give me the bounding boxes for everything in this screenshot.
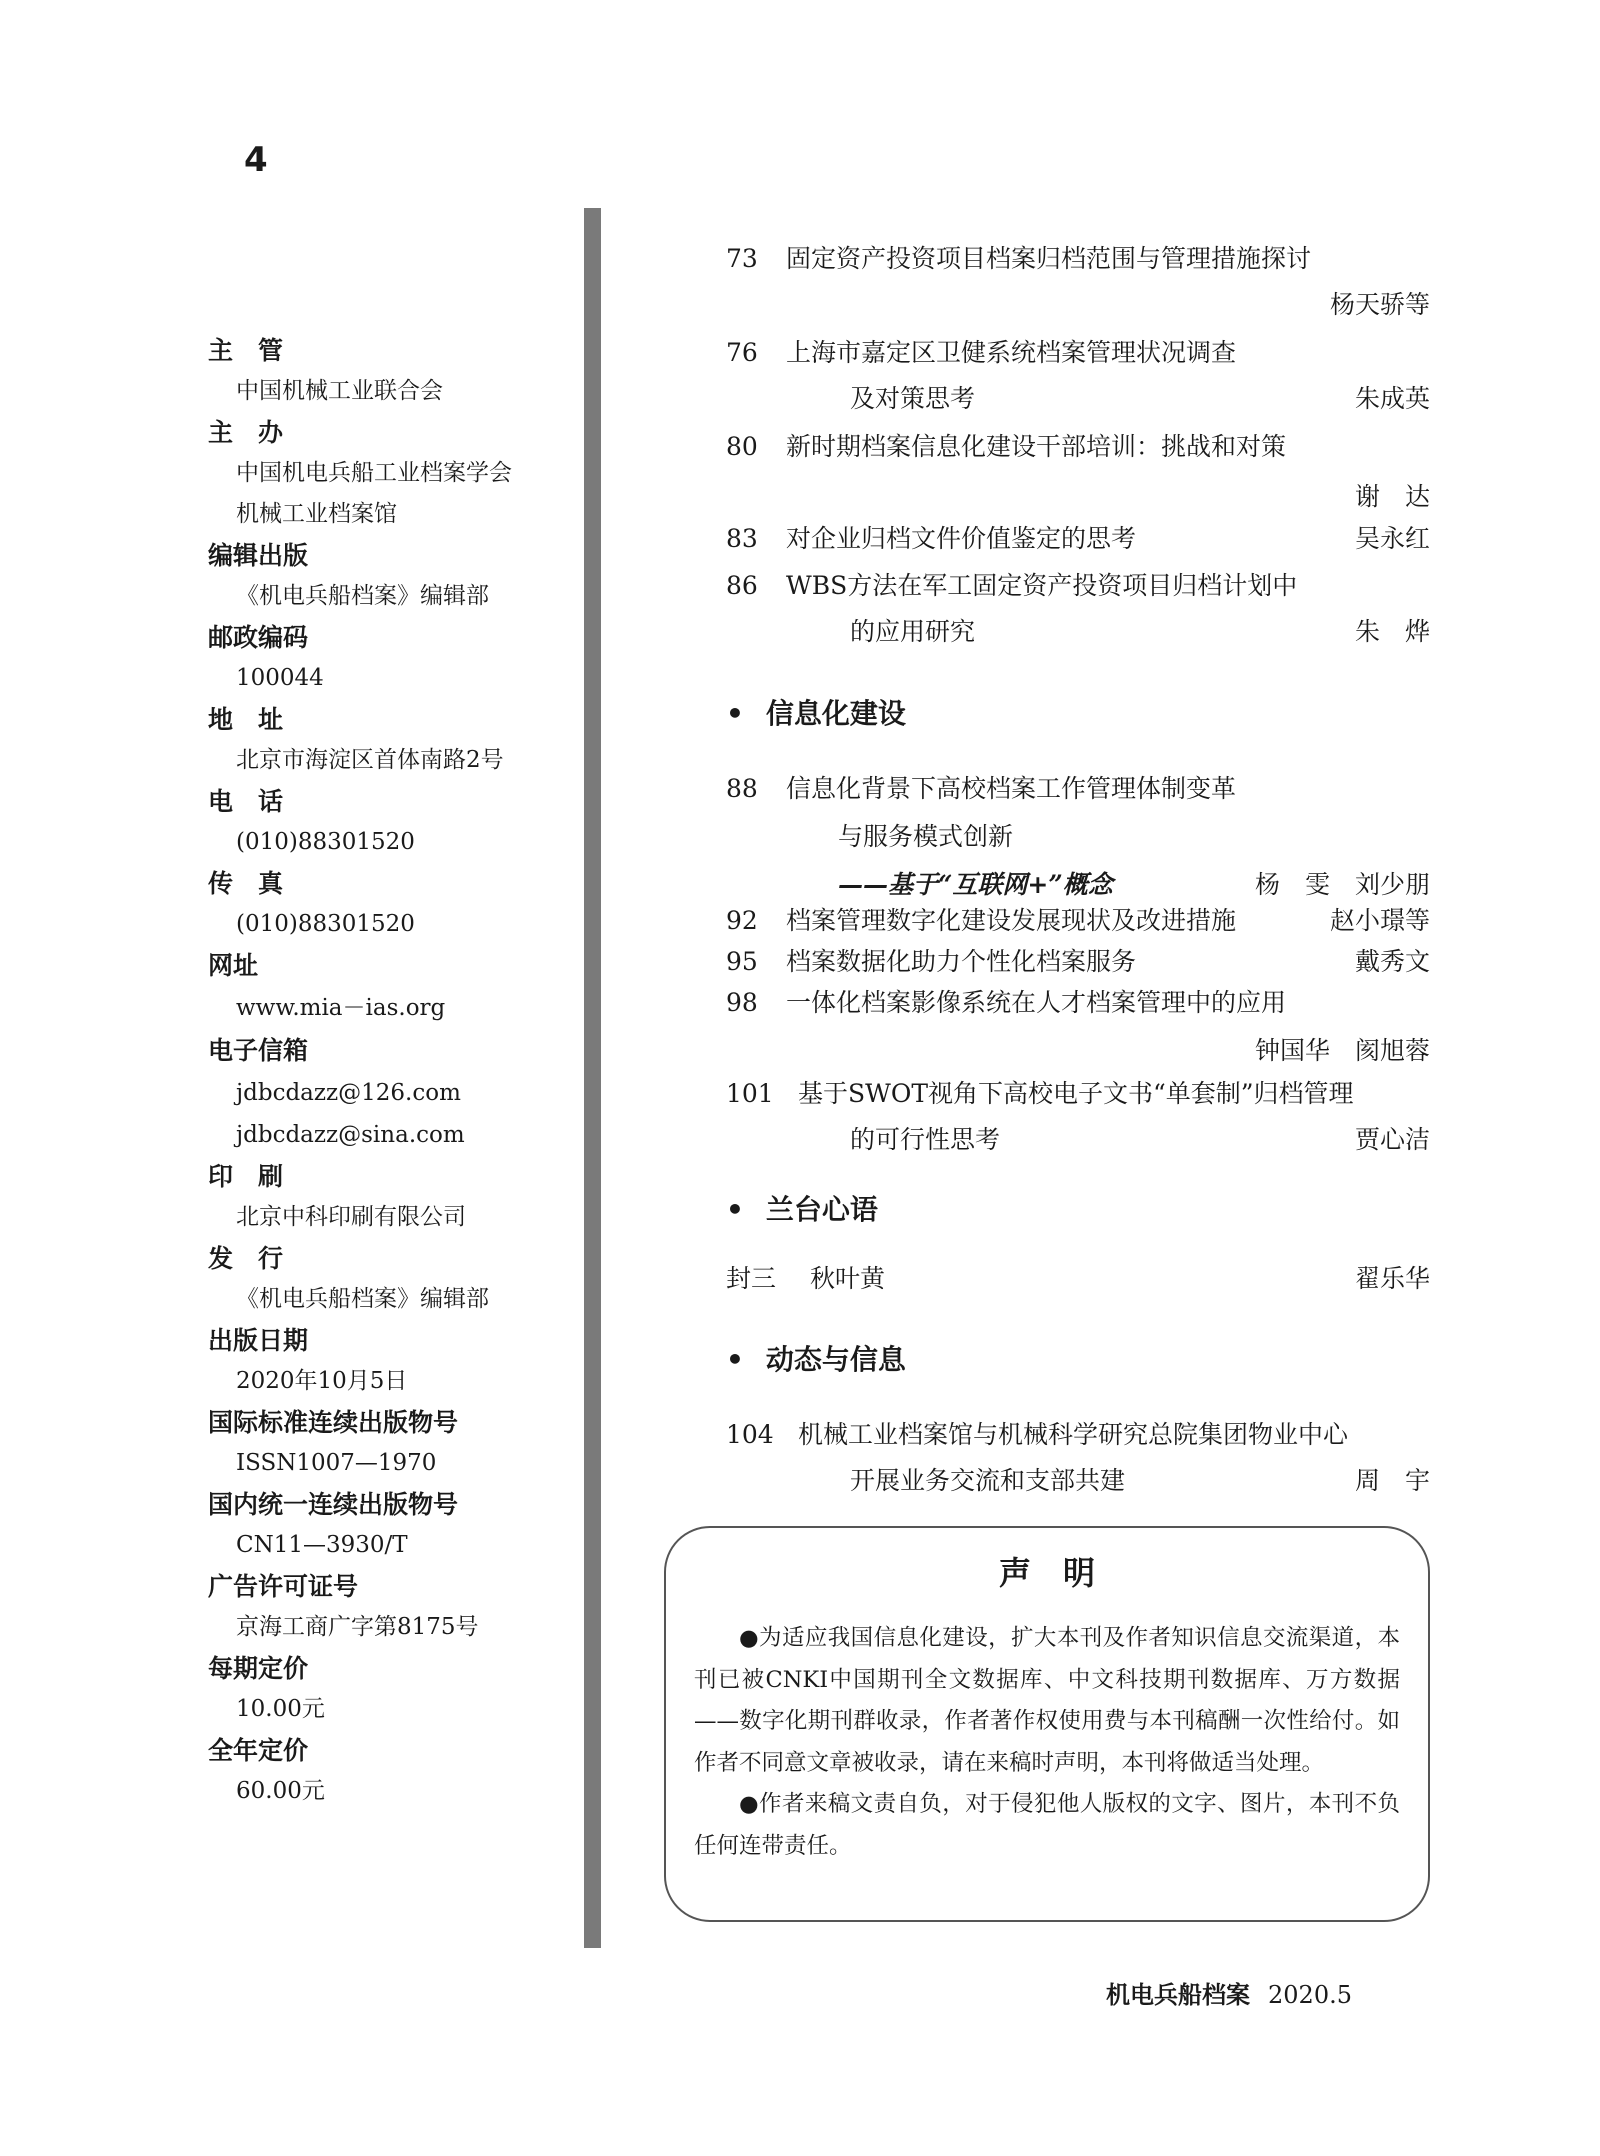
page-ref: 83 bbox=[726, 524, 758, 553]
page-ref: 92 bbox=[726, 906, 758, 935]
bullet-icon: • bbox=[726, 1193, 744, 1226]
masthead-label: 编辑出版 bbox=[208, 541, 309, 570]
toc-entry[interactable] bbox=[720, 982, 1430, 1072]
masthead-value: 10.00元 bbox=[236, 1696, 325, 1722]
article-title-cont: 与服务模式创新 bbox=[838, 822, 1014, 851]
page-ref: 86 bbox=[726, 571, 758, 600]
masthead-value: 《机电兵船档案》编辑部 bbox=[236, 1286, 489, 1312]
notice-paragraph: ●作者来稿文责自负，对于侵犯他人版权的文字、图片，本刊不负任何连带责任。 bbox=[694, 1791, 1400, 1859]
page-ref: 98 bbox=[726, 988, 758, 1017]
article-subtitle: ——基于“互联网+”概念 bbox=[838, 870, 1113, 899]
masthead-value: jdbcdazz@sina.com bbox=[236, 1122, 465, 1148]
article-author: 翟乐华 bbox=[1354, 1264, 1430, 1293]
masthead-value: 京海工商广字第8175号 bbox=[236, 1614, 479, 1640]
masthead-label: 出版日期 bbox=[208, 1326, 309, 1355]
article-title-cont: 及对策思考 bbox=[850, 384, 976, 413]
page-ref: 104 bbox=[726, 1420, 774, 1449]
masthead-value: www.mia－ias.org bbox=[236, 995, 446, 1021]
masthead-value: 2020年10月5日 bbox=[236, 1368, 408, 1394]
article-author: 戴秀文 bbox=[1354, 947, 1430, 976]
masthead-label: 邮政编码 bbox=[208, 623, 309, 652]
article-author: 贾心洁 bbox=[1354, 1125, 1430, 1154]
toc-entry[interactable] bbox=[720, 332, 1430, 420]
article-author: 赵小璟等 bbox=[1329, 906, 1430, 935]
article-title-cont: 的可行性思考 bbox=[850, 1125, 1001, 1154]
article-author: 周 宇 bbox=[1354, 1466, 1430, 1495]
notice-title: 声明 bbox=[998, 1554, 1127, 1592]
masthead-value: 60.00元 bbox=[236, 1778, 325, 1804]
article-title-cont: 的应用研究 bbox=[850, 617, 976, 646]
toc-entry[interactable] bbox=[720, 768, 1430, 906]
section-title: 动态与信息 bbox=[765, 1343, 906, 1376]
toc-entry[interactable] bbox=[720, 565, 1430, 653]
toc-entry[interactable] bbox=[720, 1258, 1430, 1300]
article-title: 档案数据化助力个性化档案服务 bbox=[786, 947, 1137, 976]
toc-entry[interactable] bbox=[720, 518, 1430, 560]
article-title: 对企业归档文件价值鉴定的思考 bbox=[786, 524, 1137, 553]
article-author: 杨 雯 刘少朋 bbox=[1254, 870, 1430, 899]
section-heading bbox=[726, 1338, 906, 1378]
masthead bbox=[208, 330, 578, 1812]
notice-body bbox=[694, 1618, 1400, 1867]
page-ref: 73 bbox=[726, 244, 758, 273]
article-title: WBS方法在军工固定资产投资项目归档计划中 bbox=[786, 571, 1298, 600]
masthead-label: 发 行 bbox=[208, 1244, 284, 1273]
masthead-label: 国际标准连续出版物号 bbox=[208, 1408, 459, 1437]
page-number: 4 bbox=[244, 140, 268, 180]
toc-entry[interactable] bbox=[720, 1073, 1430, 1161]
article-title: 机械工业档案馆与机械科学研究总院集团物业中心 bbox=[798, 1420, 1349, 1449]
toc-entry[interactable] bbox=[720, 238, 1430, 326]
toc-entry[interactable] bbox=[720, 1414, 1430, 1502]
masthead-label: 印 刷 bbox=[208, 1162, 284, 1191]
article-title: 一体化档案影像系统在人才档案管理中的应用 bbox=[786, 988, 1287, 1017]
toc-entry[interactable] bbox=[720, 941, 1430, 983]
article-author: 吴永红 bbox=[1354, 524, 1430, 553]
masthead-value: 100044 bbox=[236, 665, 324, 691]
article-title: 信息化背景下高校档案工作管理体制变革 bbox=[786, 774, 1237, 803]
masthead-value: 北京中科印刷有限公司 bbox=[236, 1204, 466, 1230]
journal-name: 机电兵船档案 bbox=[1106, 1980, 1251, 2009]
masthead-value: CN11—3930/T bbox=[236, 1532, 408, 1558]
masthead-label: 传 真 bbox=[208, 869, 284, 898]
article-title: 新时期档案信息化建设干部培训：挑战和对策 bbox=[786, 432, 1287, 461]
masthead-label: 主 办 bbox=[208, 418, 284, 447]
article-author: 朱 烨 bbox=[1354, 617, 1430, 646]
masthead-label: 电子信箱 bbox=[208, 1036, 309, 1065]
masthead-label: 全年定价 bbox=[208, 1736, 309, 1765]
section-title: 兰台心语 bbox=[765, 1193, 878, 1226]
page-ref: 封三 bbox=[726, 1264, 777, 1293]
masthead-label: 电 话 bbox=[208, 787, 284, 816]
masthead-value: (010)88301520 bbox=[236, 911, 415, 937]
issue-number: 2020.5 bbox=[1268, 1981, 1352, 2009]
page-ref: 80 bbox=[726, 432, 758, 461]
page-footer bbox=[1106, 1975, 1352, 2010]
article-author: 谢 达 bbox=[1354, 482, 1430, 511]
masthead-value: (010)88301520 bbox=[236, 829, 415, 855]
masthead-label: 地 址 bbox=[208, 705, 284, 734]
article-title: 固定资产投资项目档案归档范围与管理措施探讨 bbox=[786, 244, 1312, 273]
article-title: 秋叶黄 bbox=[810, 1264, 886, 1293]
notice-box bbox=[664, 1526, 1430, 1922]
article-title: 档案管理数字化建设发展现状及改进措施 bbox=[786, 906, 1237, 935]
section-heading bbox=[726, 692, 906, 732]
masthead-value: 《机电兵船档案》编辑部 bbox=[236, 583, 489, 609]
masthead-label: 网址 bbox=[208, 951, 259, 980]
page-ref: 88 bbox=[726, 774, 758, 803]
page-ref: 95 bbox=[726, 947, 758, 976]
page-ref: 101 bbox=[726, 1079, 774, 1108]
masthead-value: 机械工业档案馆 bbox=[236, 501, 397, 527]
bullet-icon: • bbox=[726, 697, 744, 730]
toc-entry[interactable] bbox=[720, 900, 1430, 942]
article-author: 钟国华 阂旭蓉 bbox=[1254, 1036, 1430, 1065]
masthead-value: 中国机电兵船工业档案学会 bbox=[236, 460, 512, 486]
masthead-value: 北京市海淀区首体南路2号 bbox=[236, 747, 504, 773]
bullet-icon: • bbox=[726, 1343, 744, 1376]
masthead-label: 广告许可证号 bbox=[208, 1572, 359, 1601]
section-title: 信息化建设 bbox=[765, 697, 906, 730]
toc-entry[interactable] bbox=[720, 426, 1430, 518]
page-ref: 76 bbox=[726, 338, 758, 367]
masthead-value: 中国机械工业联合会 bbox=[236, 378, 443, 404]
article-author: 朱成英 bbox=[1354, 384, 1430, 413]
article-title: 上海市嘉定区卫健系统档案管理状况调查 bbox=[786, 338, 1237, 367]
masthead-label: 主 管 bbox=[208, 336, 284, 365]
masthead-value: jdbcdazz@126.com bbox=[236, 1080, 461, 1106]
masthead-label: 国内统一连续出版物号 bbox=[208, 1490, 459, 1519]
masthead-value: ISSN1007—1970 bbox=[236, 1450, 437, 1476]
column-divider bbox=[584, 208, 601, 1948]
section-heading bbox=[726, 1188, 878, 1228]
masthead-label: 每期定价 bbox=[208, 1654, 309, 1683]
article-title-cont: 开展业务交流和支部共建 bbox=[850, 1466, 1126, 1495]
article-title: 基于SWOT视角下高校电子文书“单套制”归档管理 bbox=[798, 1079, 1354, 1108]
article-author: 杨天骄等 bbox=[1329, 290, 1430, 319]
notice-paragraph: ●为适应我国信息化建设，扩大本刊及作者知识信息交流渠道，本刊已被CNKI中国期刊全文数据库、中文科技期刊数据库、万方数据——数字化期刊群收录，作者著作权使用费与本刊稿酬一次性给付。如作者不同意文章被收录，请在来稿时声明，本刊将做适当处理。 bbox=[694, 1625, 1400, 1776]
